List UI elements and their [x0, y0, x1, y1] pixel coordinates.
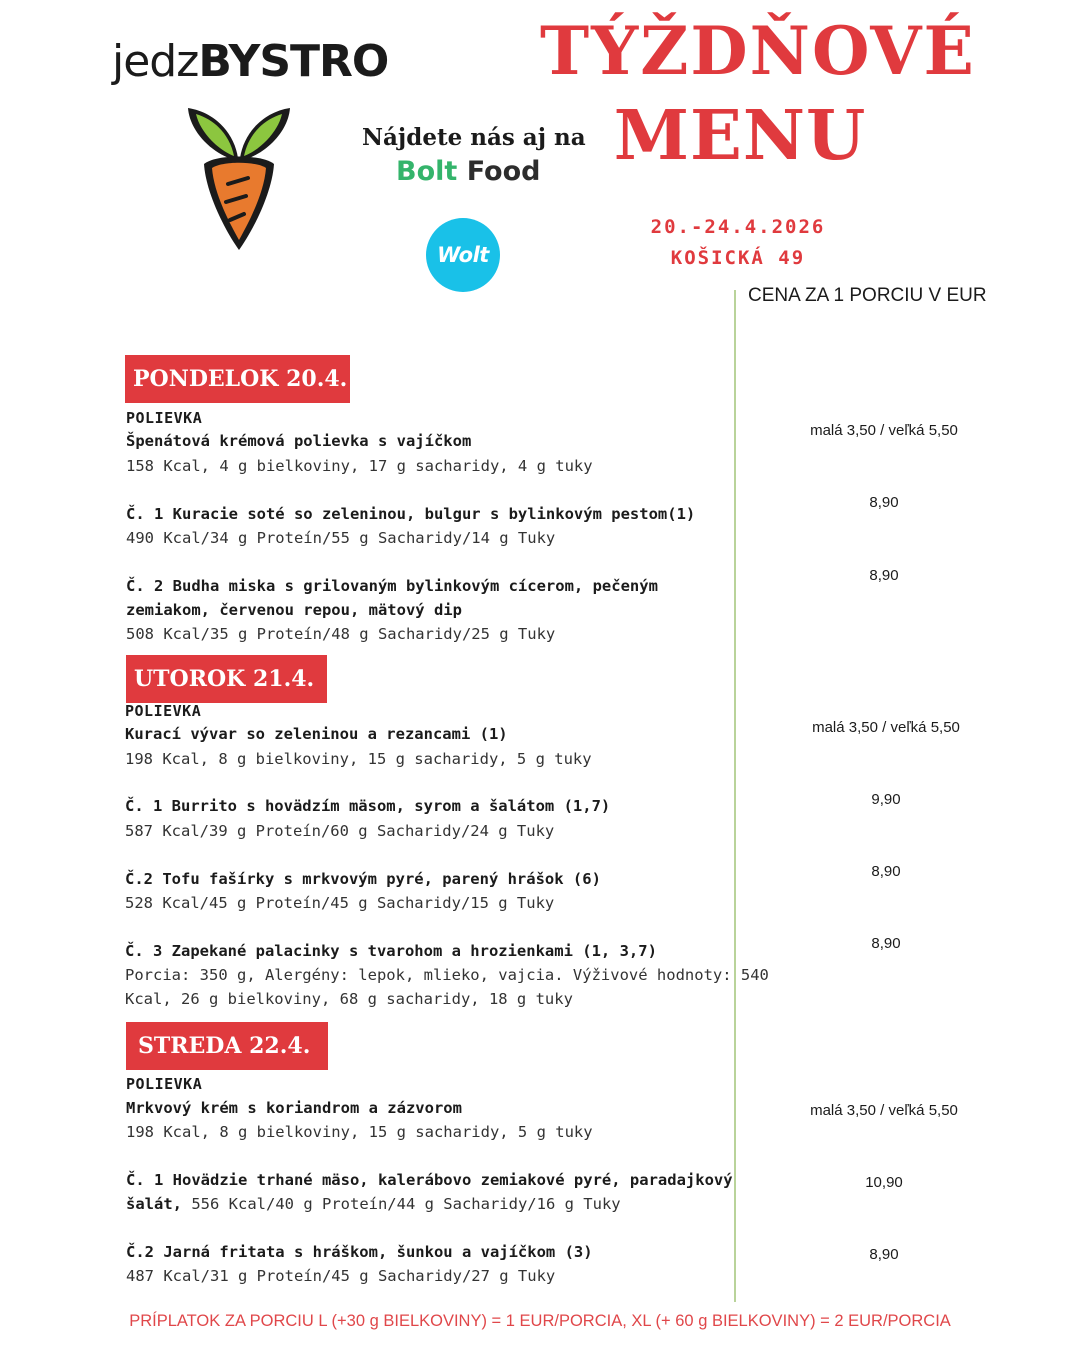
title-line-2: MENU — [613, 96, 867, 176]
dish-name: Č. 1 Kuracie soté so zeleninou, bulgur s bylinkovým pestom(1) — [126, 505, 696, 523]
dish-info: 528 Kcal/45 g Proteín/45 g Sacharidy/15 g Tuky — [125, 894, 555, 912]
soup-name: Špenátová krémová polievka s vajíčkom — [126, 432, 472, 450]
dish-name-line-1: Č. 2 Budha miska s grilovaným bylinkovým cícerom, pečeným — [126, 577, 658, 595]
soup-info: 198 Kcal, 8 g bielkoviny, 15 g sacharidy, 5 g tuky — [126, 1123, 593, 1141]
dish-price: 8,90 — [871, 863, 901, 880]
surcharge-note: PRÍPLATOK ZA PORCIU L (+30 g BIELKOVINY) = 1 EUR/PORCIA, XL (+ 60 g BIELKOVINY) = 2 EUR/PORCIA — [129, 1312, 951, 1330]
dish-info: 490 Kcal/34 g Proteín/55 g Sacharidy/14 g Tuky — [126, 529, 556, 547]
soup-label: POLIEVKA — [126, 409, 203, 427]
dish-info: 556 Kcal/40 g Proteín/44 g Sacharidy/16 g Tuky — [191, 1195, 621, 1213]
dish-info: 587 Kcal/39 g Proteín/60 g Sacharidy/24 g Tuky — [125, 822, 555, 840]
dish-name-line-2 — [126, 1195, 621, 1213]
menu-address: KOŠICKÁ 49 — [670, 247, 806, 269]
soup-name: Mrkvový krém s koriandrom a zázvorom — [126, 1099, 462, 1117]
dish-price: 8,90 — [869, 494, 899, 511]
dish-info-line-1: Porcia: 350 g, Alergény: lepok, mlieko, vajcia. Výživové hodnoty: 540 — [125, 966, 769, 984]
dish-info: 508 Kcal/35 g Proteín/48 g Sacharidy/25 g Tuky — [126, 625, 556, 643]
dish-name-line-1: Č. 1 Hovädzie trhané mäso, kalerábovo zemiakové pyré, paradajkový — [126, 1171, 733, 1189]
bolt-food-logo — [396, 156, 540, 187]
soup-price: malá 3,50 / veľká 5,50 — [812, 719, 960, 736]
dish-name: Č. 3 Zapekané palacinky s tvarohom a hrozienkami (1, 3,7) — [125, 942, 657, 960]
carrot-icon — [186, 104, 292, 254]
dish-name-tail: šalát, — [126, 1195, 182, 1213]
price-column-header: CENA ZA 1 PORCIU V EUR — [748, 285, 987, 306]
dish-price: 9,90 — [871, 791, 901, 808]
dish-price: 8,90 — [871, 935, 901, 952]
soup-info: 158 Kcal, 4 g bielkoviny, 17 g sacharidy, 4 g tuky — [126, 457, 593, 475]
soup-label: POLIEVKA — [126, 1075, 203, 1093]
dish-info-line-2: Kcal, 26 g bielkoviny, 68 g sacharidy, 18 g tuky — [125, 990, 573, 1008]
dish-name: Č.2 Jarná fritata s hráškom, šunkou a vajíčkom (3) — [126, 1243, 593, 1261]
food-word: Food — [466, 156, 541, 187]
soup-price: malá 3,50 / veľká 5,50 — [810, 1102, 958, 1119]
logo-bold: BYSTRO — [198, 36, 389, 87]
dish-price: 8,90 — [869, 567, 899, 584]
dish-name-line-2: zemiakom, červenou repou, mätový dip — [126, 601, 462, 619]
logo-light: jedz — [112, 36, 199, 87]
soup-label: POLIEVKA — [125, 702, 202, 720]
soup-info: 198 Kcal, 8 g bielkoviny, 15 g sacharidy, 5 g tuky — [125, 750, 592, 768]
soup-name: Kurací vývar so zeleninou a rezancami (1) — [125, 725, 508, 743]
soup-price: malá 3,50 / veľká 5,50 — [810, 422, 958, 439]
dish-name: Č. 1 Burrito s hovädzím mäsom, syrom a šalátom (1,7) — [125, 797, 611, 815]
title-line-1: TÝŽDŇOVÉ — [540, 12, 976, 90]
menu-dates: 20.-24.4.2026 — [650, 216, 826, 238]
dish-info: 487 Kcal/31 g Proteín/45 g Sacharidy/27 g Tuky — [126, 1267, 556, 1285]
dish-price: 8,90 — [869, 1246, 899, 1263]
day-header-tuesday: UTOROK 21.4. — [126, 655, 327, 703]
brand-logo — [112, 36, 388, 87]
dish-name: Č.2 Tofu fašírky s mrkvovým pyré, parený hrášok (6) — [125, 870, 601, 888]
find-us-text: Nájdete nás aj na — [362, 124, 586, 151]
day-header-monday: PONDELOK 20.4. — [125, 355, 350, 403]
day-header-wednesday: STREDA 22.4. — [126, 1022, 328, 1070]
bolt-word: Bolt — [396, 156, 458, 187]
column-divider — [734, 290, 736, 1302]
dish-price: 10,90 — [865, 1174, 903, 1191]
wolt-logo: Wolt — [426, 218, 500, 292]
